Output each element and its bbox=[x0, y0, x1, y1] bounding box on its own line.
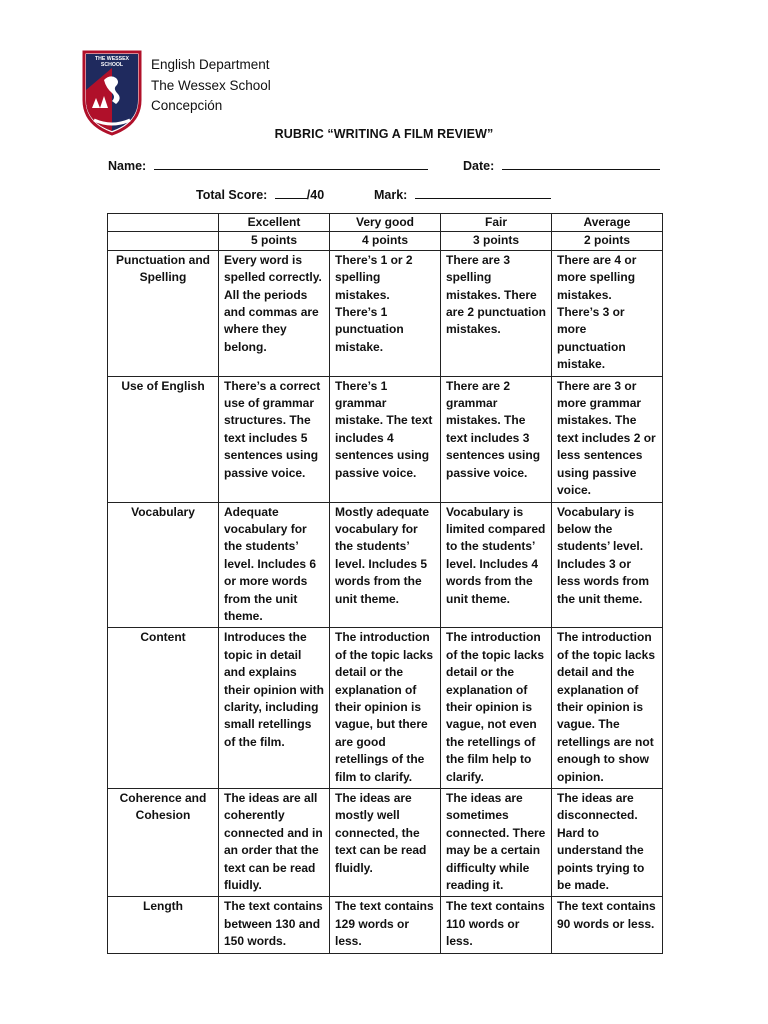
criterion-cell: Content bbox=[108, 628, 219, 789]
table-row bbox=[108, 789, 663, 897]
criterion-cell: Vocabulary bbox=[108, 502, 219, 628]
mark-field bbox=[374, 186, 551, 202]
name-label: Name: bbox=[108, 159, 147, 173]
points-header-row bbox=[108, 232, 663, 250]
descriptor-cell: There’s a correct use of grammar structures. The text includes 5 sentences using passive voice. bbox=[219, 376, 330, 502]
rubric-table bbox=[107, 213, 663, 954]
descriptor-cell: The text contains 90 words or less. bbox=[552, 897, 663, 953]
column-points: 3 points bbox=[441, 232, 552, 250]
name-blank bbox=[154, 157, 428, 170]
criterion-cell: Use of English bbox=[108, 376, 219, 502]
descriptor-cell: The ideas are all coherently connected and in an order that the text can be read fluidly. bbox=[219, 789, 330, 897]
descriptor-cell: The introduction of the topic lacks detail and the explanation of their opinion is vague. The retellings are not enough to show opinion. bbox=[552, 628, 663, 789]
column-points: 2 points bbox=[552, 232, 663, 250]
school-name: The Wessex School bbox=[151, 77, 271, 93]
total-score-field bbox=[196, 186, 324, 202]
descriptor-cell: There are 2 grammar mistakes. The text includes 3 sentences using passive voice. bbox=[441, 376, 552, 502]
descriptor-cell: The introduction of the topic lacks detail or the explanation of their opinion is vague, but there are good retellings of the film to clarify. bbox=[330, 628, 441, 789]
descriptor-cell: The ideas are sometimes connected. There may be a certain difficulty while reading it. bbox=[441, 789, 552, 897]
column-points: 5 points bbox=[219, 232, 330, 250]
mark-label: Mark: bbox=[374, 188, 408, 202]
column-points: 4 points bbox=[330, 232, 441, 250]
table-row bbox=[108, 897, 663, 953]
column-header: Average bbox=[552, 214, 663, 232]
descriptor-cell: The text contains between 130 and 150 words. bbox=[219, 897, 330, 953]
descriptor-cell: Vocabulary is below the students’ level. Includes 3 or less words from the unit theme. bbox=[552, 502, 663, 628]
table-row bbox=[108, 502, 663, 628]
descriptor-cell: There are 4 or more spelling mistakes. There’s 3 or more punctuation mistake. bbox=[552, 250, 663, 376]
total-score-label: Total Score: bbox=[196, 188, 268, 202]
school-city: Concepción bbox=[151, 98, 223, 113]
descriptor-cell: Mostly adequate vocabulary for the students’ level. Includes 5 words from the unit theme. bbox=[330, 502, 441, 628]
total-score-blank bbox=[275, 186, 307, 199]
column-header: Fair bbox=[441, 214, 552, 232]
svg-text:THE WESSEX: THE WESSEX bbox=[94, 56, 130, 62]
column-header: Excellent bbox=[219, 214, 330, 232]
descriptor-cell: The text contains 129 words or less. bbox=[330, 897, 441, 953]
total-score-suffix: /40 bbox=[306, 188, 325, 202]
criterion-cell: Length bbox=[108, 897, 219, 953]
rubric-title: RUBRIC “WRITING A FILM REVIEW” bbox=[274, 127, 494, 141]
descriptor-cell: The ideas are mostly well connected, the text can be read fluidly. bbox=[330, 789, 441, 897]
criterion-cell: Coherence and Cohesion bbox=[108, 789, 219, 897]
mark-blank bbox=[415, 186, 551, 199]
name-field bbox=[108, 157, 428, 173]
table-row bbox=[108, 628, 663, 789]
svg-text:SCHOOL: SCHOOL bbox=[100, 62, 124, 68]
descriptor-cell: Every word is spelled correctly. All the periods and commas are where they belong. bbox=[219, 250, 330, 376]
column-header: Very good bbox=[330, 214, 441, 232]
header-empty-cell bbox=[108, 214, 219, 232]
descriptor-cell: Introduces the topic in detail and explains their opinion with clarity, including small retellings of the film. bbox=[219, 628, 330, 789]
school-crest-logo bbox=[82, 50, 142, 136]
date-field bbox=[463, 157, 660, 173]
descriptor-cell: There’s 1 or 2 spelling mistakes. There’s 1 punctuation mistake. bbox=[330, 250, 441, 376]
descriptor-cell: There’s 1 grammar mistake. The text includes 4 sentences using passive voice. bbox=[330, 376, 441, 502]
descriptor-cell: The text contains 110 words or less. bbox=[441, 897, 552, 953]
descriptor-cell: Adequate vocabulary for the students’ level. Includes 6 or more words from the unit theme. bbox=[219, 502, 330, 628]
points-empty-cell bbox=[108, 232, 219, 250]
school-heading bbox=[151, 55, 271, 117]
descriptor-cell: The introduction of the topic lacks detail or the explanation of their opinion is vague, not even the retellings of the film help to clarify. bbox=[441, 628, 552, 789]
descriptor-cell: There are 3 or more grammar mistakes. The text includes 2 or less sentences using passive voice. bbox=[552, 376, 663, 502]
table-row bbox=[108, 250, 663, 376]
department-name: English Department bbox=[151, 57, 270, 72]
descriptor-cell: The ideas are disconnected. Hard to understand the points trying to be made. bbox=[552, 789, 663, 897]
date-blank bbox=[502, 157, 660, 170]
column-header-row bbox=[108, 214, 663, 232]
descriptor-cell: Vocabulary is limited compared to the students’ level. Includes 4 words from the unit theme. bbox=[441, 502, 552, 628]
descriptor-cell: There are 3 spelling mistakes. There are 2 punctuation mistakes. bbox=[441, 250, 552, 376]
date-label: Date: bbox=[463, 159, 495, 173]
criterion-cell: Punctuation and Spelling bbox=[108, 250, 219, 376]
table-row bbox=[108, 376, 663, 502]
